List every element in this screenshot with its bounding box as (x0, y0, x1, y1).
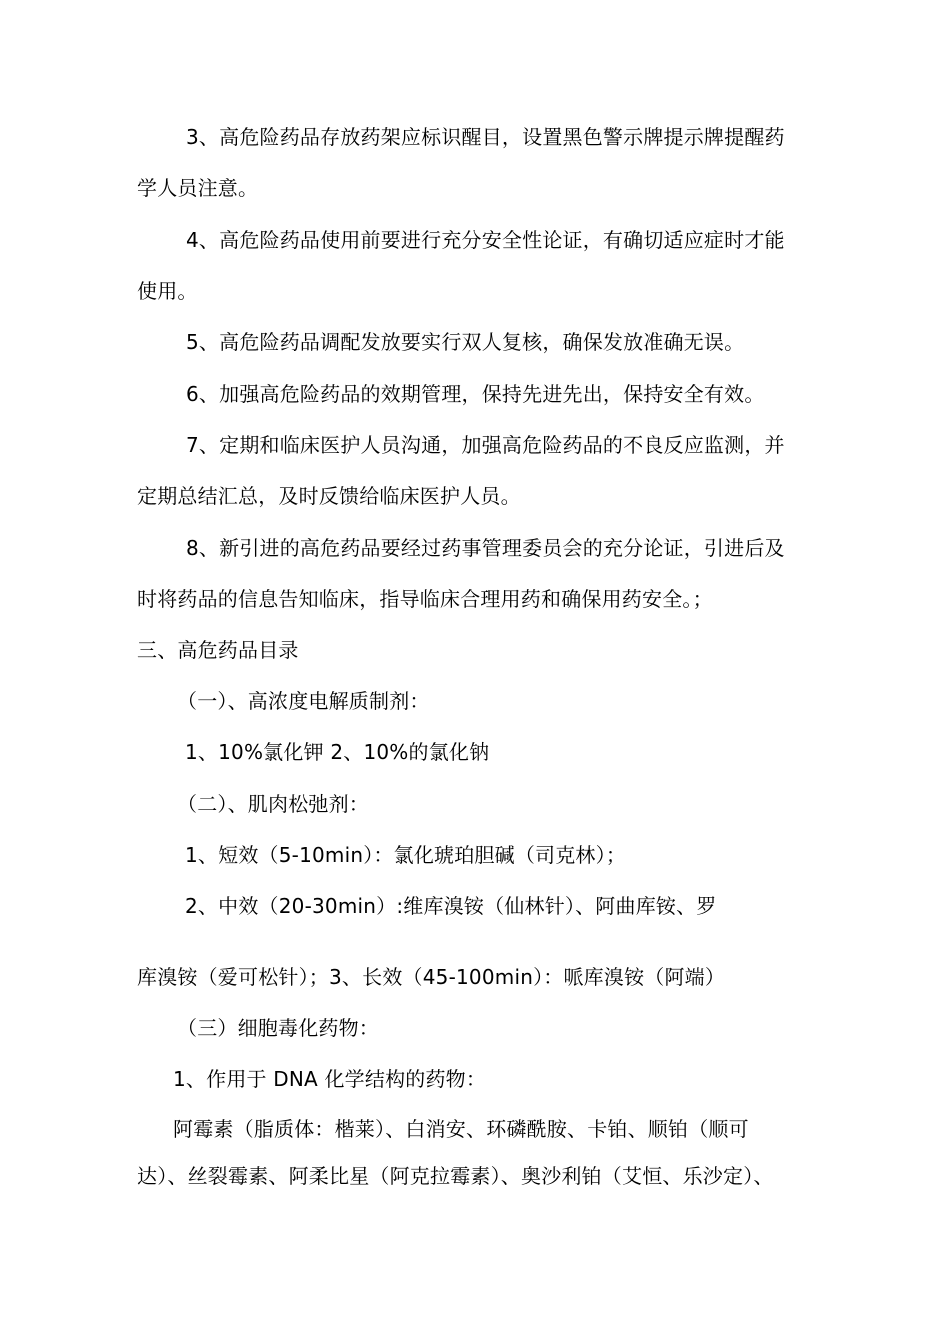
muscle-relaxant-medium: 2、中效（20-30min）:维库溴铵（仙林针）、阿曲库铵、罗 (185, 894, 717, 918)
electrolyte-list: 1、10%氯化钾 2、10%的氯化钠 (185, 740, 490, 764)
paragraph-3-line-1: 3、高危险药品存放药架应标识醒目，设置黑色警示牌提示牌提醒药 (186, 125, 785, 149)
cytotoxic-category-1: 1、作用于 DNA 化学结构的药物： (173, 1067, 487, 1091)
muscle-relaxant-short: 1、短效（5-10min）：氯化琥珀胆碱（司克林）； (185, 843, 627, 867)
subsection-heading-2: （二）、肌肉松弛剂： (177, 792, 369, 816)
cytotoxic-drugs-line-2: 达）、丝裂霉素、阿柔比星（阿克拉霉素）、奥沙利铂（艾恒、乐沙定）、 (137, 1164, 774, 1188)
section-heading-3: 三、高危药品目录 (137, 638, 299, 662)
paragraph-8-line-2: 时将药品的信息告知临床，指导临床合理用药和确保用药安全。； (137, 587, 713, 611)
paragraph-6: 6、加强高危险药品的效期管理，保持先进先出，保持安全有效。 (186, 382, 765, 406)
paragraph-8-line-1: 8、新引进的高危药品要经过药事管理委员会的充分论证，引进后及 (186, 536, 785, 560)
paragraph-4-line-1: 4、高危险药品使用前要进行充分安全性论证，有确切适应症时才能 (186, 228, 785, 252)
cytotoxic-drugs-line-1: 阿霉素（脂质体：楷莱）、白消安、环磷酰胺、卡铂、顺铂（顺可 (173, 1117, 749, 1141)
paragraph-7-line-2: 定期总结汇总，及时反馈给临床医护人员。 (137, 484, 521, 508)
paragraph-7-line-1: 7、定期和临床医护人员沟通，加强高危险药品的不良反应监测，并 (186, 433, 785, 457)
paragraph-4-line-2: 使用。 (137, 279, 198, 303)
paragraph-5: 5、高危险药品调配发放要实行双人复核，确保发放准确无误。 (186, 330, 745, 354)
paragraph-3-line-2: 学人员注意。 (137, 176, 259, 200)
muscle-relaxant-long: 库溴铵（爱可松针）；3、长效（45-100min）：哌库溴铵（阿端） (137, 965, 726, 989)
subsection-heading-1: （一）、高浓度电解质制剂： (177, 689, 430, 713)
subsection-heading-3: （三）细胞毒化药物： (177, 1016, 379, 1040)
